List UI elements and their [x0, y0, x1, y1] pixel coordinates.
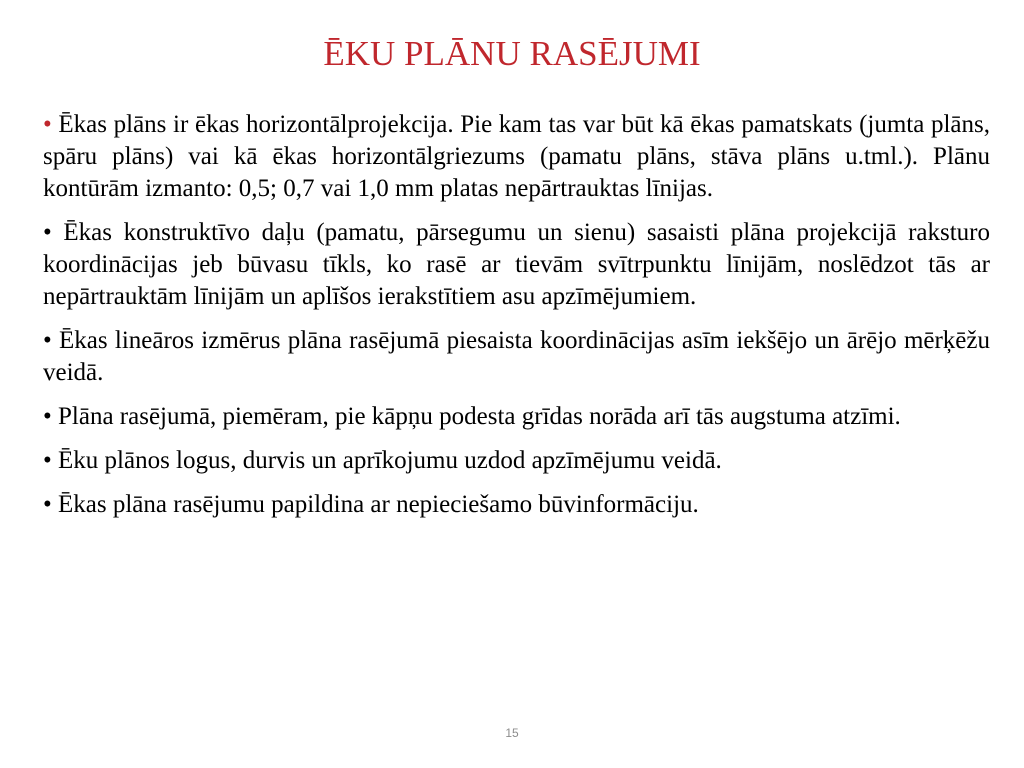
bullet-mark: • [43, 111, 52, 138]
bullet-mark: • [43, 327, 52, 354]
bullet-text: Ēkas konstruktīvo daļu (pamatu, pārsegumu un sienu) sasaisti plāna projekcijā raksturo koordinācijas jeb būvasu tīkls, ko rasē ar tievām svītrpunktu līnijām, noslēdzot tās ar nepārtrauktām līnijām un aplīšos ierakstītiem asu apzīmējumiem. [43, 219, 990, 310]
bullet-mark: • [43, 403, 52, 430]
bullet-item [43, 445, 990, 477]
bullet-item [43, 109, 990, 205]
slide-title: ĒKU PLĀNU RASĒJUMI [323, 34, 701, 73]
bullet-mark: • [43, 447, 52, 474]
bullet-item [43, 325, 990, 389]
bullet-text: Ēkas plāns ir ēkas horizontālprojekcija. Pie kam tas var būt kā ēkas pamatskats (jumta plāns, spāru plāns) vai kā ēkas horizontālgriezums (pamatu plāns, stāva plāns u.tml.). Plānu kontūrām izmanto: 0,5; 0,7 vai 1,0 mm platas nepārtrauktas līnijas. [43, 111, 990, 202]
bullet-mark: • [43, 491, 52, 518]
bullet-text: Ēkas plāna rasējumu papildina ar nepieciešamo būvinformāciju. [58, 491, 699, 518]
bullet-text: Plāna rasējumā, piemēram, pie kāpņu podesta grīdas norāda arī tās augstuma atzīmi. [58, 403, 901, 430]
bullet-mark: • [43, 219, 52, 246]
bullet-list [43, 109, 990, 533]
bullet-item [43, 489, 990, 521]
bullet-item [43, 217, 990, 313]
bullet-item [43, 401, 990, 433]
page-number: 15 [505, 726, 519, 740]
bullet-text: Ēkas lineāros izmērus plāna rasējumā piesaista koordinācijas asīm iekšējo un ārējo mērķēžu veidā. [43, 327, 991, 386]
bullet-text: Ēku plānos logus, durvis un aprīkojumu uzdod apzīmējumu veidā. [58, 447, 722, 474]
